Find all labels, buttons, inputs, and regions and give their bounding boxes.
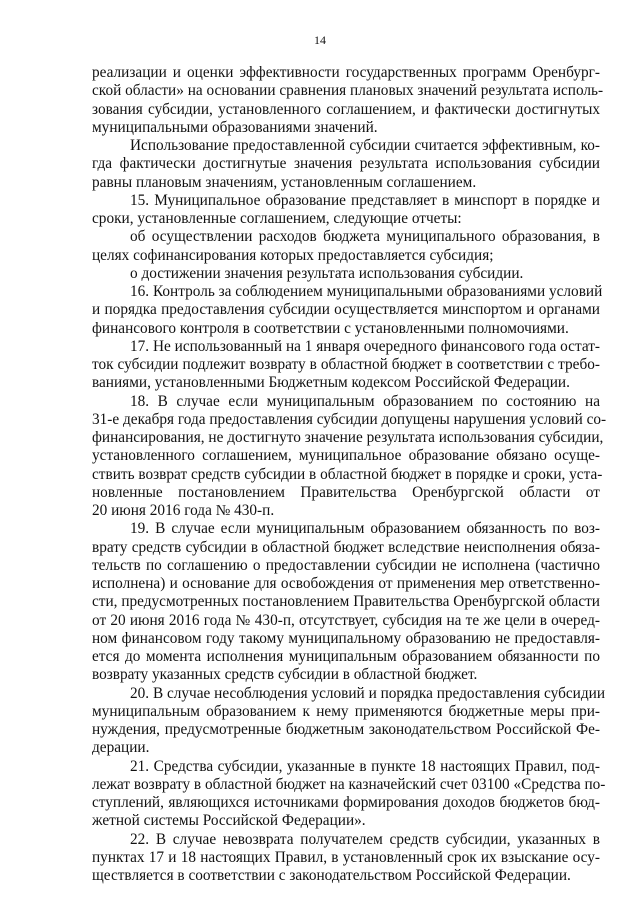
text-line: 16. Контроль за соблюдением муниципальными образованиями условий (130, 283, 603, 300)
text-line: 19. В случае если муниципальным образованием обязанность по воз- (130, 520, 600, 538)
text-line: лежат возврату в областной бюджет на казначейский счет 03100 «Средства по- (92, 775, 606, 793)
text-line: муниципальным образованием к нему применяются бюджетные меры при- (92, 702, 600, 720)
text-line: жетной системы Российской Федерации». (92, 812, 366, 830)
text-line: об осуществлении расходов бюджета муниципального образования, в (130, 228, 600, 246)
paragraph-22 (92, 831, 600, 886)
text-line: ется до момента исполнения муниципальным образованием обязанности по (92, 648, 600, 665)
text-line: 18. В случае если муниципальным образованием по состоянию на (130, 392, 600, 410)
text-line: Использование предоставленной субсидии считается эффективным, ко- (130, 137, 600, 154)
text-line: ваниями, установленными Бюджетным кодексом Российской Федерации. (92, 374, 570, 392)
text-line: зования субсидии, установленного соглашением, и фактически достигнутых (92, 100, 600, 118)
text-line: 17. Не использованный на 1 января очередного финансового года остат- (130, 337, 600, 355)
text-line: финансирования, не достигнуто значение результата использования субсидии, (92, 429, 604, 446)
paragraph-effectiveness (92, 137, 600, 192)
text-line: ток субсидии подлежит возврату в областной бюджет в соответствии с требо- (92, 356, 600, 373)
text-line: возврату указанных средств субсидии в областной бюджет. (92, 666, 478, 684)
text-line: ном финансовом году такому муниципальному образованию не предоставля- (92, 629, 600, 647)
paragraph-17 (92, 338, 600, 393)
paragraph-16 (92, 283, 603, 338)
document-body (92, 64, 607, 885)
text-line: муниципальными образованиями значений. (92, 118, 378, 136)
paragraph-15-report-expenses (92, 228, 600, 265)
text-line: ступлений, являющихся источниками формирования доходов бюджетов бюд- (92, 794, 600, 811)
text-line: целях софинансирования которых предоставляется субсидия; (92, 246, 494, 264)
text-line: ской области» на основании сравнения плановых значений результата исполь- (92, 82, 604, 100)
paragraph-18 (92, 392, 607, 521)
text-line: 20 июня 2016 года № 430-п. (92, 502, 275, 519)
paragraph-20 (92, 684, 606, 758)
text-line: новленные постановлением Правительства Оренбургской области от (92, 483, 600, 501)
text-line: врату средств субсидии в областной бюджет вследствие неисполнения обяза- (92, 538, 600, 556)
text-line: нуждения, предусмотренные бюджетным законодательством Российской Фе- (92, 721, 600, 738)
text-line: 15. Муниципальное образование представляет в минспорт в порядке и (130, 191, 600, 209)
text-line: 21. Средства субсидии, указанные в пункте 18 настоящих Правил, под- (130, 757, 600, 775)
page-number: 14 (314, 33, 326, 47)
text-line: равны плановым значениям, установленным соглашением. (92, 173, 477, 191)
paragraph-19 (92, 520, 600, 684)
text-line: исполнена) и основание для освобождения от применения мер ответственно- (92, 575, 600, 592)
text-line: о достижении значения результата использования субсидии. (130, 264, 524, 282)
text-line: пунктах 17 и 18 настоящих Правил, в установленный срок их взыскание осу- (92, 848, 600, 866)
paragraph-continuation (92, 64, 604, 137)
text-line: тельств по соглашению о предоставлении субсидии не исполнена (частично (92, 556, 600, 574)
text-line: сти, предусмотренных постановлением Правительства Оренбургской области (92, 593, 600, 611)
text-line: 31-е декабря года предоставления субсидии допущены нарушения условий со- (92, 410, 607, 428)
text-line: установленного соглашением, муниципальное образование обязано осуще- (92, 447, 600, 465)
paragraph-15-report-result (92, 265, 600, 283)
text-line: и порядка предоставления субсидии осуществляется минспортом и органами (92, 301, 600, 319)
text-line: 20. В случае несоблюдения условий и порядка предоставления субсидии (130, 684, 606, 702)
text-line: дерации. (92, 739, 150, 757)
text-line: реализации и оценки эффективности государственных программ Оренбург- (92, 64, 600, 81)
text-line: сроки, установленные соглашением, следующие отчеты: (92, 210, 462, 227)
text-line: ществляется в соответствии с законодательством Российской Федерации. (92, 867, 571, 884)
text-line: от 20 июня 2016 года № 430-п, отсутствует, субсидия на те же цели в очеред- (92, 611, 600, 629)
paragraph-21 (92, 757, 606, 831)
paragraph-15 (92, 192, 600, 229)
text-line: ствить возврат средств субсидии в областной бюджет в порядке и сроки, уста- (92, 465, 603, 483)
text-line: финансового контроля в соответствии с установленными полномочиями. (92, 319, 569, 337)
text-line: гда фактически достигнутые значения результата использования субсидии (92, 155, 600, 173)
text-line: 22. В случае невозврата получателем средств субсидии, указанных в (130, 830, 600, 848)
